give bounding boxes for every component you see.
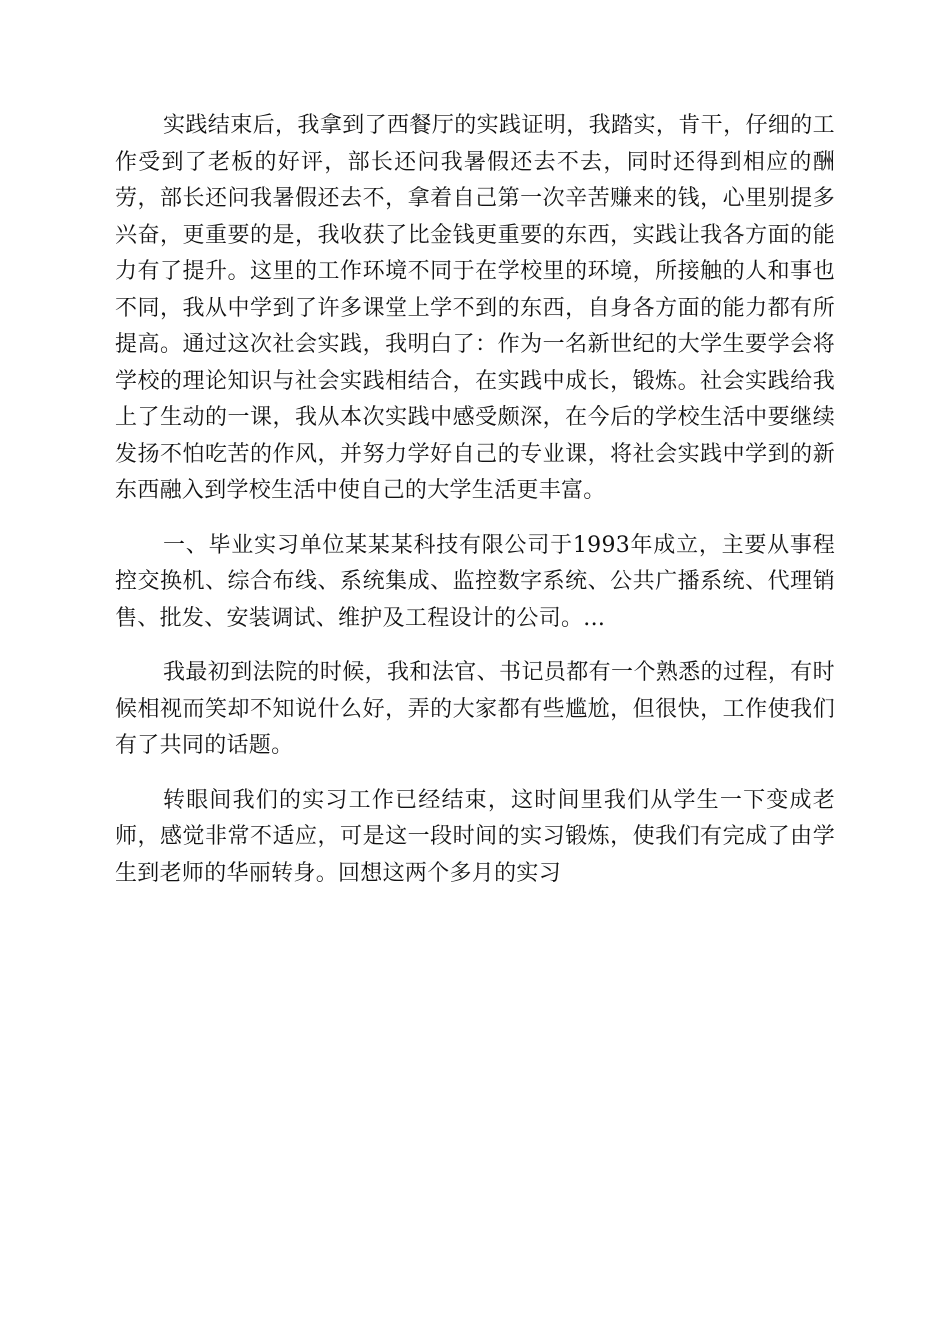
paragraph-teaching-internship: 转眼间我们的实习工作已经结束，这时间里我们从学生一下变成老师，感觉非常不适应，可是这一段时间的实习锻炼，使我们有完成了由学生到老师的华丽转身。回想这两个多月的实习 — [115, 787, 835, 886]
paragraph-court-experience: 我最初到法院的时候，我和法官、书记员都有一个熟悉的过程，有时候相视而笑却不知说什么好，弄的大家都有些尴尬，但很快，工作使我们有了共同的话题。 — [115, 660, 835, 758]
paragraph-company-intro: 一、毕业实习单位某某某科技有限公司于1993年成立，主要从事程控交换机、综合布线、系统集成、监控数字系统、公共广播系统、代理销售、批发、安装调试、维护及工程设计的公司。... — [115, 532, 835, 631]
paragraph-practice-summary: 实践结束后，我拿到了西餐厅的实践证明，我踏实，肯干，仔细的工作受到了老板的好评，部长还问我暑假还去不去，同时还得到相应的酬劳，部长还问我暑假还去不，拿着自己第一次辛苦赚来的钱，心里别提多兴奋，更重要的是，我收获了比金钱更重要的东西，实践让我各方面的能力有了提升。这里的工作环境不同于在学校里的环境，所接触的人和事也不同，我从中学到了许多课堂上学不到的东西，自身各方面的能力都有所提高。通过这次社会实践，我明白了：作为一名新世纪的大学生要学会将学校的理论知识与社会实践相结合，在实践中成长，锻炼。社会实践给我上了生动的一课，我从本次实践中感受颇深，在今后的学校生活中要继续发扬不怕吃苦的作风，并努力学好自己的专业课，将社会实践中学到的新东西融入到学校生活中使自己的大学生活更丰富。 — [115, 113, 835, 503]
document-page — [115, 108, 835, 910]
